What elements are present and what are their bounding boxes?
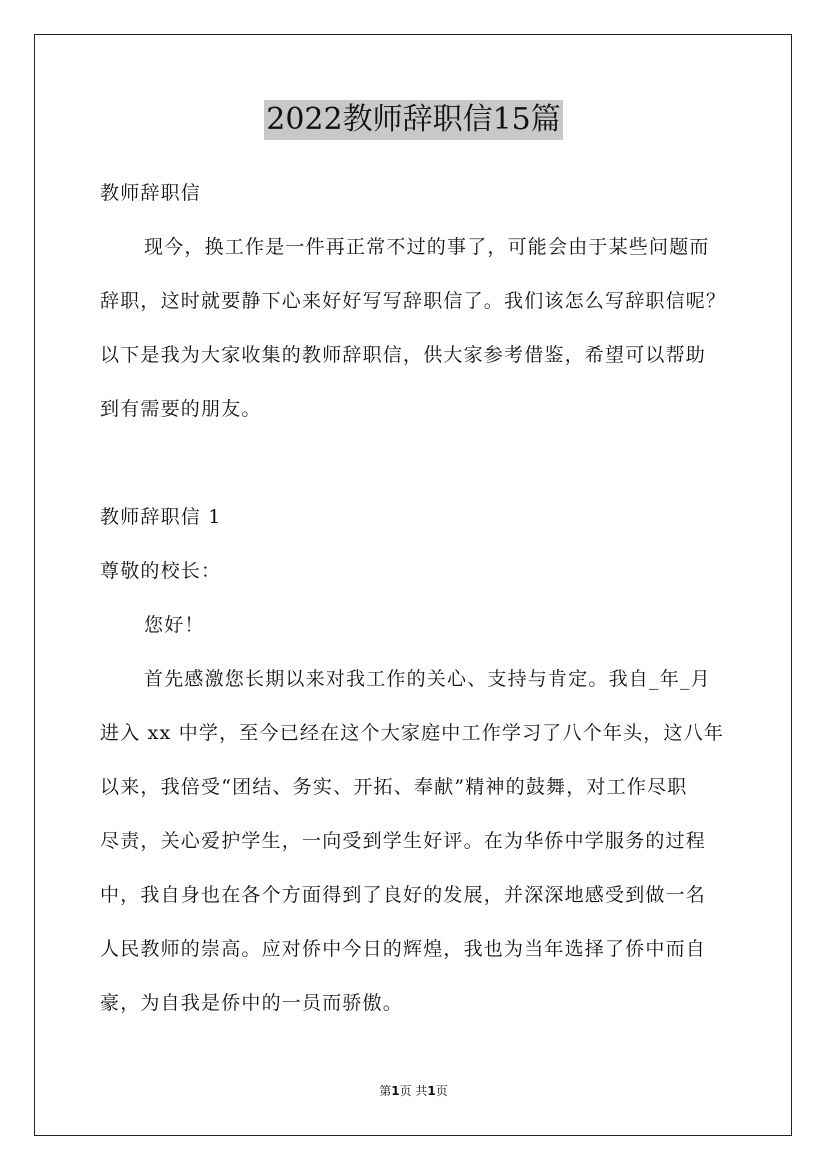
letter-heading: 教师辞职信 1: [100, 506, 222, 528]
salutation: 尊敬的校长：: [100, 560, 222, 582]
intro-line: 现今，换工作是一件再正常不过的事了，可能会由于某些问题而: [144, 236, 710, 258]
body-line: 中，我自身也在各个方面得到了良好的发展，并深深地感受到做一名: [100, 884, 707, 906]
footer-mid: 页 共: [399, 1084, 428, 1098]
body-line: 首先感激您长期以来对我工作的关心、支持与肯定。我自_年_月: [144, 668, 711, 690]
footer-page-current: 1: [391, 1084, 400, 1098]
footer-suffix: 页: [435, 1084, 448, 1098]
intro-line: 辞职，这时就要静下心来好好写写辞职信了。我们该怎么写辞职信呢？: [100, 290, 727, 312]
paragraph-gap: [100, 436, 730, 490]
footer-prefix: 第: [379, 1084, 392, 1098]
body-line: 人民教师的崇高。应对侨中今日的辉煌，我也为当年选择了侨中而自: [100, 938, 707, 960]
document-body: [100, 166, 730, 1030]
section-heading: 教师辞职信: [100, 182, 202, 204]
body-line: 进入 xx 中学，至今已经在这个大家庭中工作学习了八个年头，这八年: [100, 722, 725, 744]
body-line: 豪，为自我是侨中的一员而骄傲。: [100, 992, 404, 1014]
body-line: 尽责，关心爱护学生，一向受到学生好评。在为华侨中学服务的过程: [100, 830, 707, 852]
body-line: 以来，我倍受“团结、务实、开拓、奉献”精神的鼓舞，对工作尽职: [100, 776, 688, 798]
page-footer: [0, 1083, 827, 1099]
intro-line: 以下是我为大家收集的教师辞职信，供大家参考借鉴，希望可以帮助: [100, 344, 707, 366]
greeting: 您好！: [144, 614, 205, 636]
footer-page-total: 1: [427, 1084, 436, 1098]
intro-line: 到有需要的朋友。: [100, 398, 262, 420]
document-title: 2022教师辞职信15篇: [264, 100, 563, 140]
title-container: [0, 100, 827, 140]
